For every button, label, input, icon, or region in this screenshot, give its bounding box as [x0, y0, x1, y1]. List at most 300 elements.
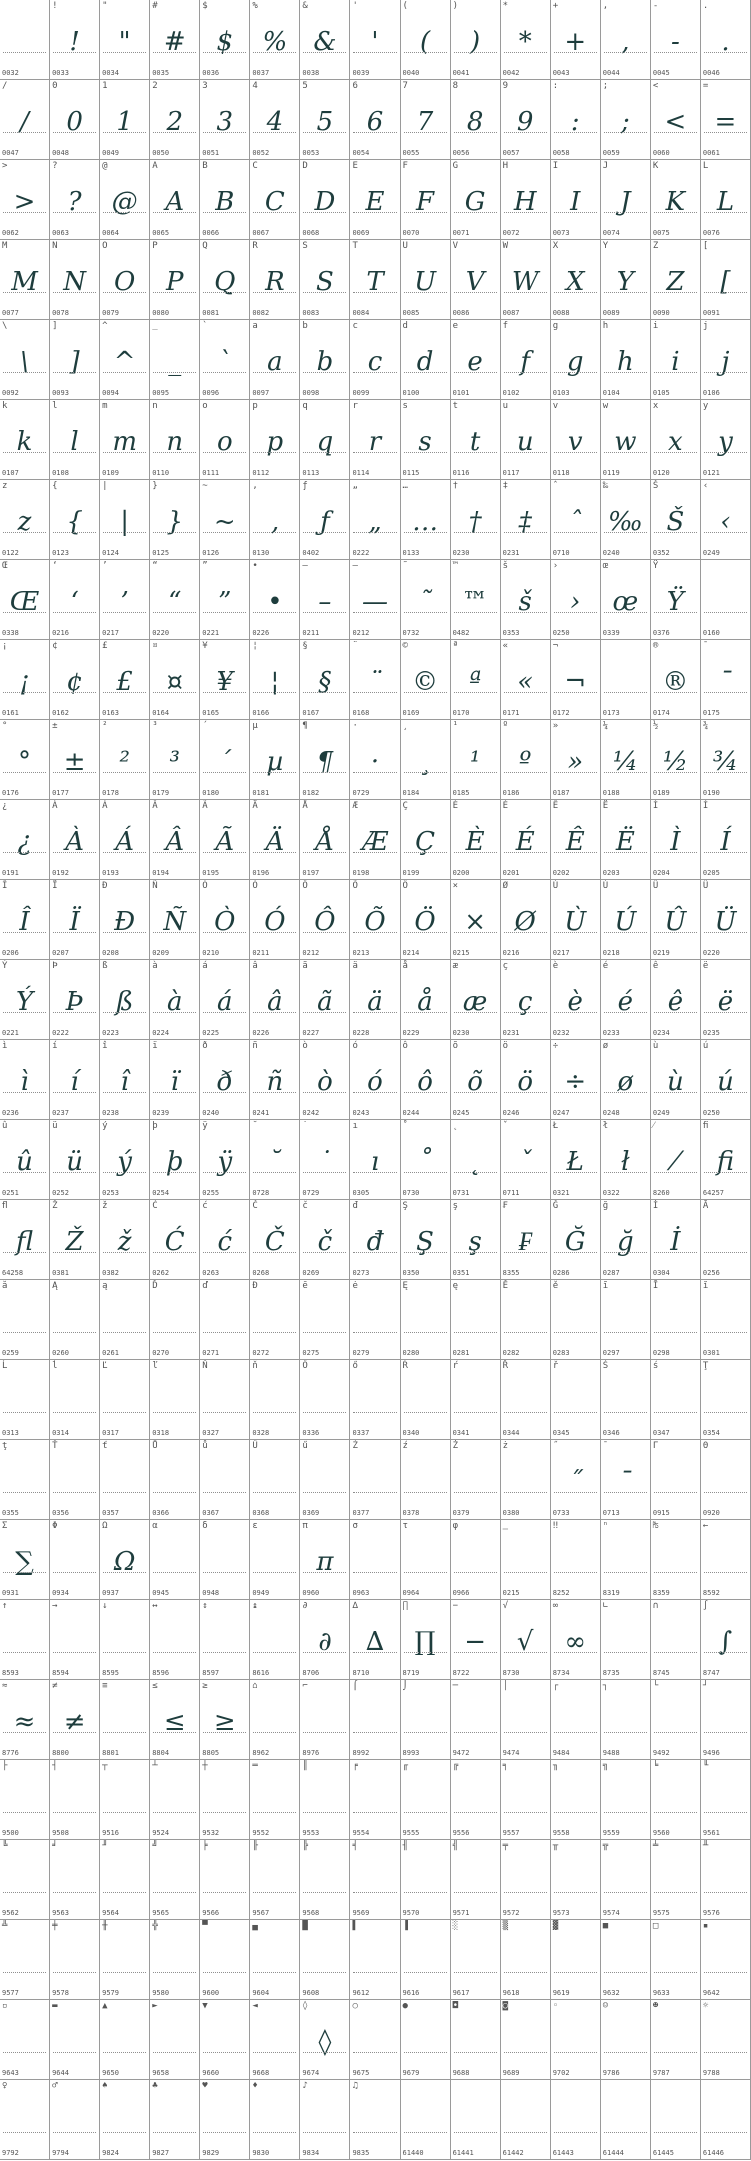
glyph-code: 0112 [252, 469, 270, 477]
glyph-code: 0080 [152, 309, 170, 317]
glyph-sample: k [16, 427, 33, 457]
glyph-label: ’ [102, 561, 108, 571]
glyph-code: 0219 [652, 949, 670, 957]
glyph-label: Ň [202, 1361, 208, 1371]
glyph-cell [50, 1440, 100, 1520]
glyph-sample: ¹ [469, 747, 481, 777]
glyph-sample [401, 1702, 450, 1742]
baseline-guide [654, 932, 697, 933]
glyph-label: Æ [352, 801, 358, 811]
glyph-label: # [152, 1, 158, 11]
baseline-guide [654, 1812, 697, 1813]
glyph-label: π [302, 1521, 308, 1531]
glyph-code: 9580 [152, 1989, 170, 1997]
glyph-cell [0, 560, 50, 640]
glyph-code: 9559 [602, 1829, 620, 1837]
baseline-guide [253, 1972, 296, 1973]
glyph-cell [150, 400, 200, 480]
baseline-guide [153, 1252, 196, 1253]
glyph-cell [551, 320, 601, 400]
glyph-cell [100, 640, 150, 720]
glyph-label: ý [102, 1121, 108, 1131]
glyph-sample [250, 1542, 299, 1582]
glyph-sample [401, 1942, 450, 1982]
glyph-label: i [652, 321, 659, 331]
glyph-cell [250, 1520, 300, 1600]
baseline-guide [253, 692, 296, 693]
glyph-sample: Æ [361, 827, 388, 857]
glyph-code: 0236 [2, 1109, 19, 1117]
baseline-guide [654, 2132, 697, 2133]
glyph-cell [701, 1600, 751, 1680]
glyph-label: ² [102, 721, 108, 731]
glyph-sample: ‡ [518, 507, 532, 537]
glyph-code: 0963 [352, 1589, 370, 1597]
baseline-guide [53, 452, 96, 453]
glyph-label: ƒ [302, 481, 308, 491]
glyph-code: 0101 [452, 389, 470, 397]
glyph-sample: r [368, 427, 382, 457]
glyph-sample: ' [371, 27, 379, 57]
glyph-sample [50, 1862, 99, 1902]
glyph-code: 9567 [252, 1909, 270, 1917]
glyph-sample: π [316, 1547, 334, 1577]
glyph-label: ” [202, 561, 208, 571]
glyph-label: ├ [2, 1761, 8, 1771]
glyph-sample: ğ [617, 1227, 634, 1257]
glyph-cell [551, 1360, 601, 1440]
glyph-label: I [552, 161, 559, 171]
glyph-label: Ā [702, 1201, 709, 1211]
glyph-label: @ [102, 161, 108, 171]
glyph-sample [350, 1782, 399, 1822]
glyph-sample: [ [720, 267, 731, 297]
glyph-code: 9830 [252, 2149, 270, 2157]
baseline-guide [554, 1092, 597, 1093]
glyph-label: ð [202, 1041, 208, 1051]
baseline-guide [504, 1572, 547, 1573]
baseline-guide [153, 612, 196, 613]
glyph-cell [50, 1840, 100, 1920]
glyph-cell [601, 1760, 651, 1840]
glyph-code: 0214 [402, 949, 420, 957]
glyph-cell [100, 400, 150, 480]
glyph-sample: § [318, 667, 332, 697]
glyph-cell [451, 1840, 501, 1920]
baseline-guide [704, 292, 747, 293]
baseline-guide [604, 372, 647, 373]
glyph-sample [0, 1382, 49, 1422]
glyph-sample: d [416, 347, 434, 377]
glyph-sample: ˛ [468, 1147, 482, 1177]
baseline-guide [704, 2132, 747, 2133]
baseline-guide [604, 1652, 647, 1653]
baseline-guide [103, 2132, 146, 2133]
glyph-label: 5 [302, 81, 308, 91]
glyph-label: U [402, 241, 408, 251]
glyph-label: Ć [152, 1201, 158, 1211]
baseline-guide [504, 1492, 547, 1493]
glyph-code: 0109 [102, 469, 119, 477]
glyph-label: Ţ [702, 1361, 709, 1371]
glyph-sample: ò [317, 1067, 333, 1097]
glyph-code: 0068 [302, 229, 320, 237]
glyph-code: 0162 [52, 709, 69, 717]
glyph-sample: ? [67, 187, 82, 217]
baseline-guide [554, 2132, 597, 2133]
glyph-cell [150, 1360, 200, 1440]
baseline-guide [704, 1572, 747, 1573]
glyph-sample: − [464, 1627, 487, 1657]
glyph-sample [250, 2102, 299, 2142]
glyph-cell [350, 400, 400, 480]
glyph-sample [350, 1942, 399, 1982]
glyph-sample: ´ [218, 747, 232, 777]
baseline-guide [454, 1092, 497, 1093]
baseline-guide [153, 532, 196, 533]
glyph-cell [501, 1600, 551, 1680]
glyph-label: ◊ [302, 2001, 308, 2011]
baseline-guide [353, 692, 396, 693]
glyph-code: 0100 [402, 389, 420, 397]
glyph-sample: Ä [265, 827, 285, 857]
glyph-code: 9794 [52, 2149, 69, 2157]
glyph-label: ╫ [102, 1921, 108, 1931]
baseline-guide [654, 132, 697, 133]
glyph-code: 0733 [552, 1509, 570, 1517]
glyph-code: 0115 [402, 469, 420, 477]
glyph-cell [501, 1280, 551, 1360]
glyph-label: ‡ [502, 481, 509, 491]
glyph-code: 0077 [2, 309, 19, 317]
glyph-code: 0121 [702, 469, 720, 477]
glyph-code: 0366 [152, 1509, 170, 1517]
glyph-label: ¸ [402, 721, 408, 731]
glyph-code: 61446 [702, 2149, 724, 2157]
glyph-sample [200, 1942, 249, 1982]
glyph-label: ) [452, 1, 459, 11]
glyph-code: 9608 [302, 1989, 320, 1997]
glyph-label: ↑ [2, 1601, 8, 1611]
baseline-guide [203, 372, 246, 373]
glyph-sample [651, 2102, 700, 2142]
glyph-label: ╕ [502, 1761, 509, 1771]
glyph-sample [701, 1702, 750, 1742]
glyph-label: ▌ [352, 1921, 358, 1931]
glyph-label: º [502, 721, 509, 731]
baseline-guide [454, 372, 497, 373]
glyph-sample: † [468, 507, 482, 537]
baseline-guide [604, 1092, 647, 1093]
glyph-cell [300, 320, 350, 400]
glyph-code: 0949 [252, 1589, 270, 1597]
glyph-label: Í [702, 801, 709, 811]
baseline-guide [454, 932, 497, 933]
glyph-code: 0060 [652, 149, 670, 157]
glyph-sample: Ù [564, 907, 587, 937]
glyph-code: 0048 [52, 149, 69, 157]
glyph-sample [0, 1782, 49, 1822]
baseline-guide [203, 132, 246, 133]
glyph-label: § [302, 641, 308, 651]
baseline-guide [454, 292, 497, 293]
glyph-sample [200, 1382, 249, 1422]
glyph-label: Î [2, 881, 8, 891]
glyph-label: Ż [452, 1441, 459, 1451]
glyph-label: Ť [52, 1441, 58, 1451]
glyph-sample [551, 1702, 600, 1742]
glyph-cell [300, 160, 350, 240]
baseline-guide [203, 1652, 246, 1653]
glyph-label: ˜ [402, 561, 408, 571]
glyph-label: ¦ [252, 641, 258, 651]
baseline-guide [504, 1972, 547, 1973]
glyph-code: 0208 [102, 949, 119, 957]
glyph-code: 8992 [352, 1749, 370, 1757]
glyph-label: Ő [302, 1361, 308, 1371]
glyph-cell [651, 800, 701, 880]
glyph-code: 0032 [2, 69, 19, 77]
baseline-guide [604, 932, 647, 933]
glyph-label: ∞ [552, 1601, 559, 1611]
baseline-guide [704, 692, 747, 693]
glyph-cell [0, 1120, 50, 1200]
baseline-guide [654, 1412, 697, 1413]
glyph-cell [300, 720, 350, 800]
baseline-guide [203, 52, 246, 53]
glyph-code: 0097 [252, 389, 270, 397]
glyph-cell [451, 1280, 501, 1360]
glyph-cell [200, 800, 250, 880]
baseline-guide [3, 2052, 46, 2053]
glyph-cell [501, 1520, 551, 1600]
baseline-guide [103, 1492, 146, 1493]
glyph-cell [0, 2000, 50, 2080]
glyph-sample [150, 1942, 199, 1982]
glyph-cell [150, 480, 200, 560]
glyph-code: 0215 [452, 949, 470, 957]
glyph-code: 9566 [202, 1909, 220, 1917]
glyph-sample: İ [670, 1227, 681, 1257]
glyph-cell [701, 1200, 751, 1280]
glyph-sample: ∏ [414, 1627, 436, 1657]
glyph-sample: ™ [462, 587, 489, 617]
glyph-label: ► [152, 2001, 158, 2011]
glyph-label: ‘ [52, 561, 58, 571]
baseline-guide [253, 1892, 296, 1893]
glyph-label: 4 [252, 81, 258, 91]
glyph-cell [701, 880, 751, 960]
glyph-cell [501, 1120, 551, 1200]
glyph-cell [250, 1200, 300, 1280]
glyph-label: C [252, 161, 258, 171]
glyph-code: 0287 [602, 1269, 620, 1277]
glyph-cell [651, 960, 701, 1040]
glyph-sample [501, 1942, 550, 1982]
glyph-cell [350, 1120, 400, 1200]
glyph-code: 0043 [552, 69, 570, 77]
glyph-sample [100, 1702, 149, 1742]
glyph-sample [350, 1302, 399, 1342]
glyph-label: Ł [552, 1121, 559, 1131]
baseline-guide [153, 292, 196, 293]
baseline-guide [253, 1572, 296, 1573]
glyph-sample [300, 1782, 349, 1822]
baseline-guide [203, 1172, 246, 1173]
glyph-cell [0, 1440, 50, 1520]
glyph-label: w [602, 401, 609, 411]
glyph-label: 9 [502, 81, 509, 91]
glyph-cell [501, 560, 551, 640]
glyph-code: 9829 [202, 2149, 220, 2157]
glyph-label: Ð [102, 881, 108, 891]
glyph-code: 0094 [102, 389, 119, 397]
glyph-cell [150, 1040, 200, 1120]
baseline-guide [554, 52, 597, 53]
glyph-cell [401, 2080, 451, 2160]
glyph-cell [0, 80, 50, 160]
glyph-label: ‚ [252, 481, 258, 491]
glyph-sample [401, 1382, 450, 1422]
glyph-sample: Ž [65, 1227, 84, 1257]
glyph-cell [100, 800, 150, 880]
glyph-sample: å [417, 987, 433, 1017]
glyph-cell [250, 960, 300, 1040]
glyph-label: ▼ [202, 2001, 208, 2011]
glyph-code: 0220 [702, 949, 720, 957]
glyph-sample [651, 2022, 700, 2062]
glyph-sample [401, 1462, 450, 1502]
glyph-cell [300, 1280, 350, 1360]
baseline-guide [3, 1172, 46, 1173]
glyph-cell [601, 400, 651, 480]
baseline-guide [53, 2132, 96, 2133]
baseline-guide [3, 1652, 46, 1653]
glyph-sample: ® [662, 667, 689, 697]
glyph-code: 0088 [552, 309, 570, 317]
baseline-guide [604, 132, 647, 133]
baseline-guide [253, 932, 296, 933]
baseline-guide [654, 852, 697, 853]
baseline-guide [203, 1332, 246, 1333]
glyph-label: ® [652, 641, 659, 651]
glyph-sample: ˚ [418, 1147, 432, 1177]
baseline-guide [554, 292, 597, 293]
baseline-guide [103, 2052, 146, 2053]
glyph-cell [501, 320, 551, 400]
glyph-sample: L [716, 187, 735, 217]
glyph-code: 9569 [352, 1909, 370, 1917]
glyph-code: 0948 [202, 1589, 220, 1597]
glyph-sample [601, 2102, 650, 2142]
glyph-code: 0092 [2, 389, 19, 397]
glyph-cell [451, 800, 501, 880]
glyph-code: 8596 [152, 1669, 170, 1677]
baseline-guide [303, 1732, 346, 1733]
glyph-code: 9574 [602, 1909, 620, 1917]
glyph-code: 0064 [102, 229, 119, 237]
glyph-label: † [452, 481, 459, 491]
glyph-code: 9643 [2, 2069, 19, 2077]
glyph-label: ← [702, 1521, 709, 1531]
baseline-guide [153, 1412, 196, 1413]
baseline-guide [3, 1972, 46, 1973]
baseline-guide [353, 1652, 396, 1653]
glyph-sample: ¿ [17, 827, 32, 857]
glyph-cell [601, 960, 651, 1040]
glyph-label: / [2, 81, 8, 91]
glyph-code: 0225 [202, 1029, 220, 1037]
baseline-guide [654, 1092, 697, 1093]
glyph-cell [150, 1920, 200, 2000]
glyph-code: 9472 [452, 1749, 470, 1757]
glyph-code: 61445 [652, 2149, 674, 2157]
glyph-label: ♦ [252, 2081, 258, 2091]
glyph-sample: = [714, 107, 737, 137]
glyph-cell [701, 1680, 751, 1760]
glyph-label: " [102, 1, 108, 11]
glyph-cell [200, 880, 250, 960]
glyph-sample: × [464, 907, 487, 937]
glyph-sample: e [467, 347, 483, 377]
glyph-code: 0215 [502, 1589, 520, 1597]
baseline-guide [253, 1252, 296, 1253]
baseline-guide [704, 932, 747, 933]
glyph-label: ë [702, 961, 709, 971]
glyph-code: 9552 [252, 1829, 270, 1837]
glyph-code: 0210 [202, 949, 220, 957]
glyph-label: Ú [602, 881, 609, 891]
glyph-code: 0199 [402, 869, 420, 877]
glyph-sample [300, 1382, 349, 1422]
baseline-guide [704, 1252, 747, 1253]
glyph-cell [100, 1040, 150, 1120]
glyph-cell [300, 2000, 350, 2080]
glyph-sample [501, 2022, 550, 2062]
baseline-guide [504, 452, 547, 453]
glyph-sample: ’ [120, 587, 129, 617]
glyph-code: 0966 [452, 1589, 470, 1597]
glyph-cell [401, 960, 451, 1040]
glyph-sample: ÿ [217, 1147, 233, 1177]
glyph-code: 0251 [2, 1189, 19, 1197]
glyph-code: 0222 [352, 549, 370, 557]
baseline-guide [554, 1732, 597, 1733]
glyph-code: 9578 [52, 1989, 69, 1997]
glyph-label: * [502, 1, 509, 11]
glyph-cell [601, 2080, 651, 2160]
glyph-cell [401, 320, 451, 400]
glyph-label: 8 [452, 81, 459, 91]
glyph-sample [601, 1622, 650, 1662]
glyph-sample [100, 1862, 149, 1902]
glyph-sample: À [65, 827, 84, 857]
glyph-sample: Ş [416, 1227, 434, 1257]
glyph-code: 8962 [252, 1749, 270, 1757]
glyph-cell [300, 1760, 350, 1840]
glyph-sample [601, 1302, 650, 1342]
glyph-cell [300, 2080, 350, 2160]
glyph-cell [401, 1440, 451, 1520]
baseline-guide [53, 1172, 96, 1173]
glyph-code: 9792 [2, 2149, 19, 2157]
glyph-cell [50, 160, 100, 240]
baseline-guide [504, 1892, 547, 1893]
glyph-sample: 2 [166, 107, 183, 137]
glyph-cell [501, 80, 551, 160]
glyph-cell [150, 240, 200, 320]
glyph-sample: ç [517, 987, 533, 1017]
